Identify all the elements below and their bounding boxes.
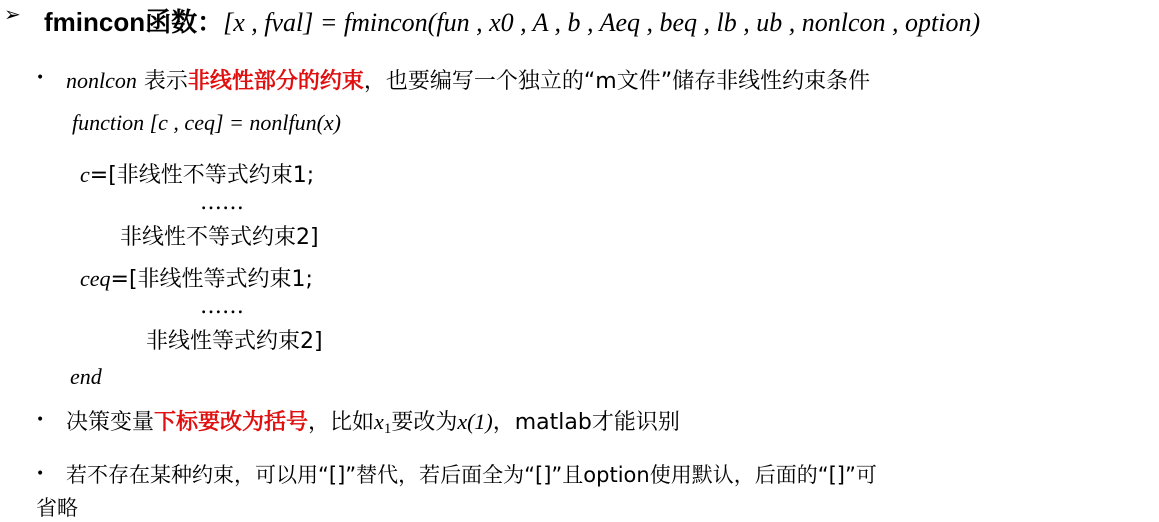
bullet1-highlight: 非线性部分的约束 <box>187 69 364 94</box>
bullet2-mid2: 要改为 <box>391 410 458 435</box>
heading-label: fmincon函数： <box>44 7 224 37</box>
arrow-bullet-icon: ➢ <box>4 2 21 26</box>
nonlcon-var: nonlcon <box>66 68 137 93</box>
bullet-dot: • <box>36 70 45 86</box>
function-signature: function [c , ceq] = nonlfun(x) <box>72 110 342 135</box>
ceq-line-open <box>80 262 313 293</box>
x1-subscript: 1 <box>383 421 392 437</box>
c-ellipsis: …… <box>200 190 244 215</box>
bullet3-line2: 省略 <box>36 496 78 520</box>
bullet2-mid: ，比如 <box>308 410 375 435</box>
heading-formula: [x , fval] = fmincon(fun , x0 , A , b , Aeq , beq , lb , ub , nonlcon , option) <box>223 8 981 37</box>
bullet1-pre: 表示 <box>136 69 188 94</box>
bullet2-highlight: 下标要改为括号 <box>154 410 309 435</box>
x1-base: x <box>374 409 384 434</box>
ceq-ellipsis: …… <box>200 294 244 319</box>
bullet3-line1: 若不存在某种约束，可以用“[]”替代，若后面全为“[]”且option使用默认，后面的“[]”可 <box>66 463 877 487</box>
bullet-nonlcon <box>66 64 870 95</box>
x-paren-symbol: x(1) <box>457 409 493 434</box>
c-open-text: =[非线性不等式约束1; <box>89 163 315 188</box>
heading <box>44 2 980 39</box>
c-var: c <box>80 162 90 187</box>
c-line-open <box>80 158 314 189</box>
end-keyword: end <box>70 364 102 389</box>
ceq-open-text: =[非线性等式约束1; <box>110 267 313 292</box>
x1-symbol <box>374 409 392 437</box>
ceq-line-close: 非线性等式约束2] <box>146 329 323 354</box>
bullet-dot: • <box>36 412 45 428</box>
bullet1-post: ，也要编写一个独立的“m文件”储存非线性约束条件 <box>363 69 871 94</box>
ceq-var: ceq <box>80 266 111 291</box>
bullet-subscript <box>66 405 680 438</box>
c-line-close: 非线性不等式约束2] <box>120 225 319 250</box>
bullet-dot: • <box>36 466 45 482</box>
bullet2-pre: 决策变量 <box>66 410 155 435</box>
bullet2-post: ，matlab才能识别 <box>492 410 680 435</box>
